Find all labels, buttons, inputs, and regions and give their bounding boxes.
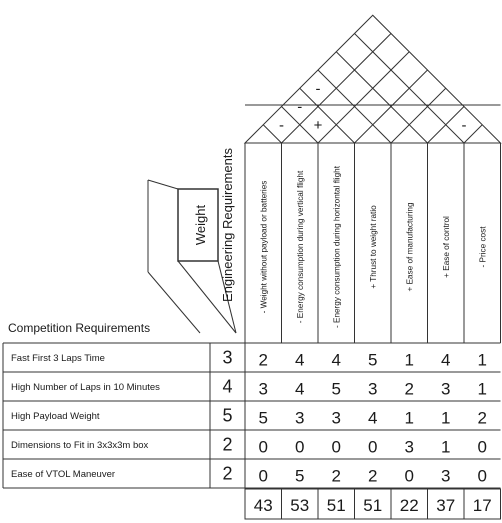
score-cell: 2	[331, 466, 341, 486]
score-cell: 1	[477, 350, 487, 370]
score-cell: 2	[404, 379, 414, 399]
score-cell: 2	[258, 350, 268, 370]
score-cell: 5	[295, 466, 305, 486]
score-cell: 0	[404, 466, 414, 486]
roof-grid-line	[336, 52, 427, 143]
engineering-requirement-label: + Thrust to weight ratio	[368, 205, 378, 289]
total-value: 43	[253, 496, 273, 515]
requirement-weight: 2	[222, 463, 233, 484]
score-cell: 0	[477, 466, 487, 486]
weight-diagonal-outer	[148, 272, 200, 333]
roof-correlation-symbol: -	[297, 98, 303, 116]
score-cell: 4	[295, 379, 305, 399]
score-cell: 0	[258, 466, 268, 486]
score-cell: 0	[331, 437, 341, 457]
roof-correlation-symbol: -	[461, 116, 467, 134]
score-cell: 4	[331, 350, 341, 370]
engineering-header: Engineering Requirements	[220, 148, 235, 302]
requirement-weight: 5	[222, 405, 233, 426]
score-cell: 3	[331, 408, 341, 428]
score-cell: 3	[441, 466, 451, 486]
requirements-grid	[3, 343, 501, 488]
score-cell: 3	[368, 379, 378, 399]
roof-grid-line	[391, 88, 446, 143]
score-cell: 3	[295, 408, 305, 428]
engineering-requirement-label: - Energy consumption during horizontal flight	[332, 165, 342, 329]
total-value: 17	[472, 496, 492, 515]
roof-correlation-symbol: -	[279, 116, 284, 134]
totals-row	[245, 489, 501, 519]
score-cell: 0	[258, 437, 268, 457]
requirement-weight: 4	[222, 376, 233, 397]
score-cell: 0	[477, 437, 487, 457]
score-cell: 2	[477, 408, 487, 428]
score-cell: 5	[331, 379, 341, 399]
score-cell: 1	[477, 379, 487, 399]
competition-requirement-label: Dimensions to Fit in 3x3x3m box	[11, 440, 149, 451]
score-cell: 1	[404, 408, 414, 428]
competition-requirement-label: Fast First 3 Laps Time	[11, 353, 105, 364]
weight-box-shadow	[148, 180, 178, 189]
correlation-roof	[245, 15, 501, 143]
competition-requirement-label: High Payload Weight	[11, 411, 100, 422]
score-cell: 5	[368, 350, 378, 370]
score-cell: 1	[404, 350, 414, 370]
engineering-requirement-label: - Energy consumption during vertical flight	[295, 170, 305, 324]
score-cell: 0	[295, 437, 305, 457]
total-value: 53	[290, 496, 310, 515]
score-cell: 3	[404, 437, 414, 457]
score-cell: 4	[295, 350, 305, 370]
competition-requirement-label: Ease of VTOL Maneuver	[11, 469, 116, 480]
score-cell: 1	[441, 408, 451, 428]
competition-requirement-label: High Number of Laps in 10 Minutes	[11, 382, 160, 393]
weight-header: Weight	[193, 204, 208, 246]
total-value: 37	[436, 496, 456, 515]
engineering-requirement-label: + Ease of manufacturing	[405, 202, 415, 292]
score-cell: 0	[368, 437, 378, 457]
engineering-requirement-label: + Ease of control	[441, 216, 451, 278]
total-value: 51	[363, 496, 383, 515]
score-cell: 4	[441, 350, 451, 370]
requirement-weight: 3	[222, 347, 233, 368]
competition-header: Competition Requirements	[8, 321, 151, 335]
score-cell: 3	[258, 379, 268, 399]
score-cell: 4	[368, 408, 378, 428]
score-cell: 1	[441, 437, 451, 457]
requirement-weight: 2	[222, 434, 233, 455]
score-cell: 2	[368, 466, 378, 486]
roof-grid-line	[300, 88, 355, 143]
engineering-requirement-label: - Price cost	[478, 226, 488, 268]
roof-correlation-symbol: -	[315, 80, 321, 98]
total-value: 22	[399, 496, 419, 515]
roof-grid-line	[464, 125, 482, 143]
roof-correlation-symbol: +	[313, 116, 323, 134]
roof-grid-line	[315, 52, 409, 143]
score-cell: 3	[441, 379, 451, 399]
total-value: 51	[326, 496, 346, 515]
score-cell: 5	[258, 408, 268, 428]
engineering-requirement-label: - Weight without payload or batteries	[259, 180, 269, 314]
